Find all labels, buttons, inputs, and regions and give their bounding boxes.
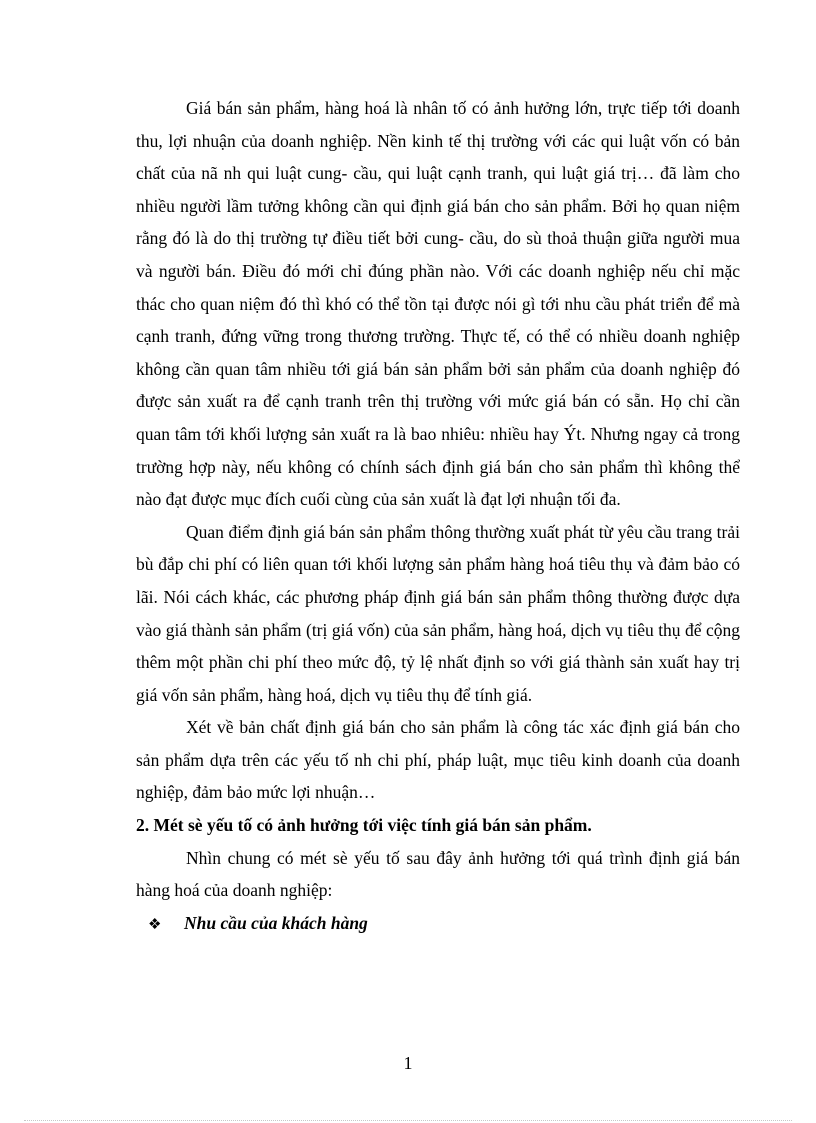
diamond-bullet-icon: ❖ bbox=[148, 916, 162, 933]
bullet-item bbox=[136, 907, 740, 942]
paragraph-pricing-viewpoint: Quan điểm định giá bán sản phẩm thông thường xuất phát từ yêu cầu trang trải bù đắp chi phí có liên quan tới khối lượng sản phẩm hàng hoá tiêu thụ và đảm bảo có lãi. Nói cách khác, các phương pháp định giá bán sản phẩm thông thường được dựa vào giá thành sản phẩm (trị giá vốn) của sản phẩm, hàng hoá, dịch vụ tiêu thụ để cộng thêm một phần chi phí theo mức độ, tỷ lệ nhất định so với giá thành sản xuất hay trị giá vốn sản phẩm, hàng hoá, dịch vụ tiêu thụ để tính giá. bbox=[136, 521, 740, 705]
section-heading: 2. Mét sè yếu tố có ảnh hưởng tới việc tính giá bán sản phẩm. bbox=[136, 815, 592, 836]
paragraph-pricing-nature: Xét về bản chất định giá bán cho sản phẩm là công tác xác định giá bán cho sản phẩm dựa trên các yếu tố nh chi phí, pháp luật, mục tiêu kinh doanh của doanh nghiệp, đảm bảo mức lợi nhuận… bbox=[136, 717, 740, 803]
page-number: 1 bbox=[403, 1053, 413, 1073]
page-bottom-border bbox=[24, 1120, 792, 1121]
paragraph-intro: Nhìn chung có mét sè yếu tố sau đây ảnh hưởng tới quá trình định giá bán hàng hoá của doanh nghiệp: bbox=[136, 847, 740, 901]
paragraph-pricing-factors: Giá bán sản phẩm, hàng hoá là nhân tố có ảnh hưởng lớn, trực tiếp tới doanh thu, lợi nhuận của doanh nghiệp. Nền kinh tế thị trường với các qui luật vốn có bản chất của nã nh qui luật cung- cầu, qui luật cạnh tranh, qui luật giá trị… đã làm cho nhiều người lầm tưởng không cần qui định giá bán cho sản phẩm. Bởi họ quan niệm rằng đó là do thị trường tự điều tiết bởi cung- cầu, do sù thoả thuận giữa người mua và người bán. Điều đó mới chỉ đúng phần nào. Với các doanh nghiệp nếu chỉ mặc thác cho quan niệm đó thì khó có thể tồn tại được nói gì tới nhu cầu phát triển để mà cạnh tranh, đứng vững trong thương trường. Thực tế, có thể có nhiều doanh nghiệp không cần quan tâm nhiều tới giá bán sản phẩm bởi sản phẩm của doanh nghiệp đó được sản xuất ra để cạnh tranh trên thị trường với mức giá bán có sẵn. Họ chỉ cần quan tâm tới khối lượng sản xuất ra là bao nhiêu: nhiều hay Ýt. Nhưng ngay cả trong trường hợp này, nếu không có chính sách định giá bán cho sản phẩm thì không thể nào đạt được mục đích cuối cùng của sản xuất là đạt lợi nhuận tối đa. bbox=[136, 98, 740, 510]
bullet-text: Nhu cầu của khách hàng bbox=[184, 912, 368, 933]
document-body bbox=[136, 92, 740, 941]
